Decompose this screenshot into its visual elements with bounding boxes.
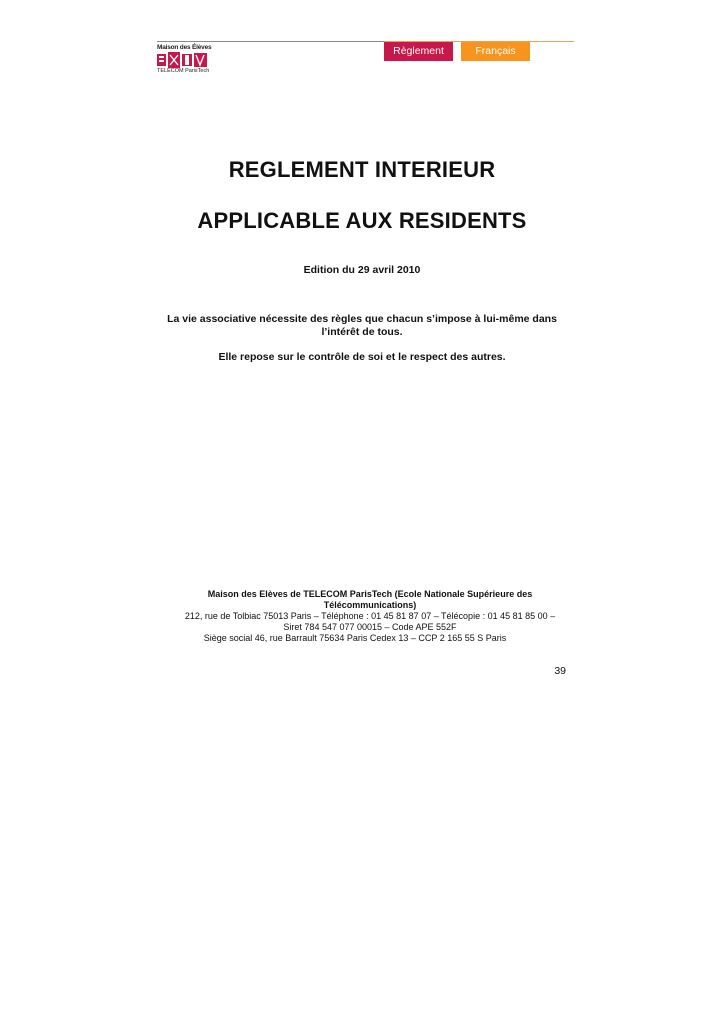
document-title: REGLEMENT INTERIEUR (228, 157, 496, 182)
footer-siret-line: Siret 784 547 077 00015 – Code APE 552F (283, 622, 457, 632)
tab-reglement[interactable]: Règlement (384, 42, 453, 61)
document-subtitle: APPLICABLE AUX RESIDENTS (197, 208, 527, 233)
logo-text-telecom: TELECOM ParisTech (157, 68, 210, 74)
footer-siege-line: Siège social 46, rue Barrault 75634 Paris Cedex 13 – CCP 2 165 55 S Paris (203, 633, 507, 643)
intro-line-2: l’intérêt de tous. (321, 326, 403, 338)
intro-paragraph (155, 313, 569, 339)
logo (157, 44, 213, 76)
header-rule-dark (157, 41, 384, 42)
intro-line-1: La vie associative nécessite des règles que chacun s’impose à lui-même dans (167, 313, 557, 325)
respect-paragraph: Elle repose sur le contrôle de soi et le respect des autres. (218, 351, 506, 363)
tab-francais[interactable]: Français (461, 42, 530, 61)
footer-contact-line: 212, rue de Tolbiac 75013 Paris – Téléphone : 01 45 81 87 07 – Télécopie : 01 45 81 85 00 – (184, 611, 556, 621)
footer-org-line-2: Télécommunications) (323, 600, 417, 610)
logo-text-maison: Maison des Élèves (157, 44, 212, 51)
page-number: 39 (554, 665, 566, 677)
footer-org-line-1: Maison des Elèves de TELECOM ParisTech (Ecole Nationale Supérieure des (207, 589, 533, 599)
footer-address (165, 589, 575, 644)
logo-mark-icon (157, 52, 209, 68)
edition-date: Edition du 29 avril 2010 (303, 264, 421, 276)
